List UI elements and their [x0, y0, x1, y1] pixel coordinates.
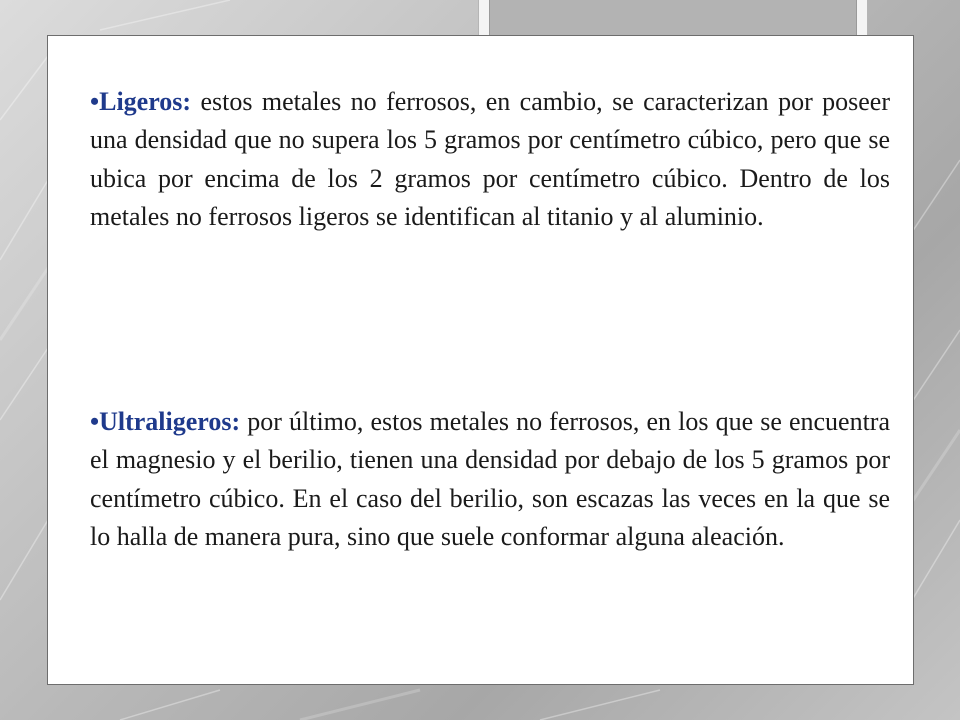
- paragraph-ultraligeros: [90, 403, 890, 557]
- term-ultraligeros: Ultraligeros:: [99, 407, 241, 436]
- term-ligeros: Ligeros:: [99, 87, 192, 116]
- paragraph-ligeros: [90, 83, 890, 237]
- paragraph-ultraligeros-text: por último, estos metales no ferrosos, en los que se encuentra el magnesio y el berilio, tienen una densidad por debajo de los 5 gramos por centímetro cúbico. En el caso del berilio, son escazas las veces en la que se lo halla de manera pura, sino que suele conformar alguna aleación.: [90, 407, 890, 552]
- bullet-marker: •: [90, 407, 100, 436]
- bullet-marker: •: [90, 87, 100, 116]
- paragraph-ligeros-text: estos metales no ferrosos, en cambio, se caracterizan por poseer una densidad que no supera los 5 gramos por centímetro cúbico, pero que se ubica por encima de los 2 gramos por centímetro cúbico. Dentro de los metales no ferrosos ligeros se identifican al titanio y al aluminio.: [90, 87, 890, 232]
- slide-content-box: [47, 35, 914, 685]
